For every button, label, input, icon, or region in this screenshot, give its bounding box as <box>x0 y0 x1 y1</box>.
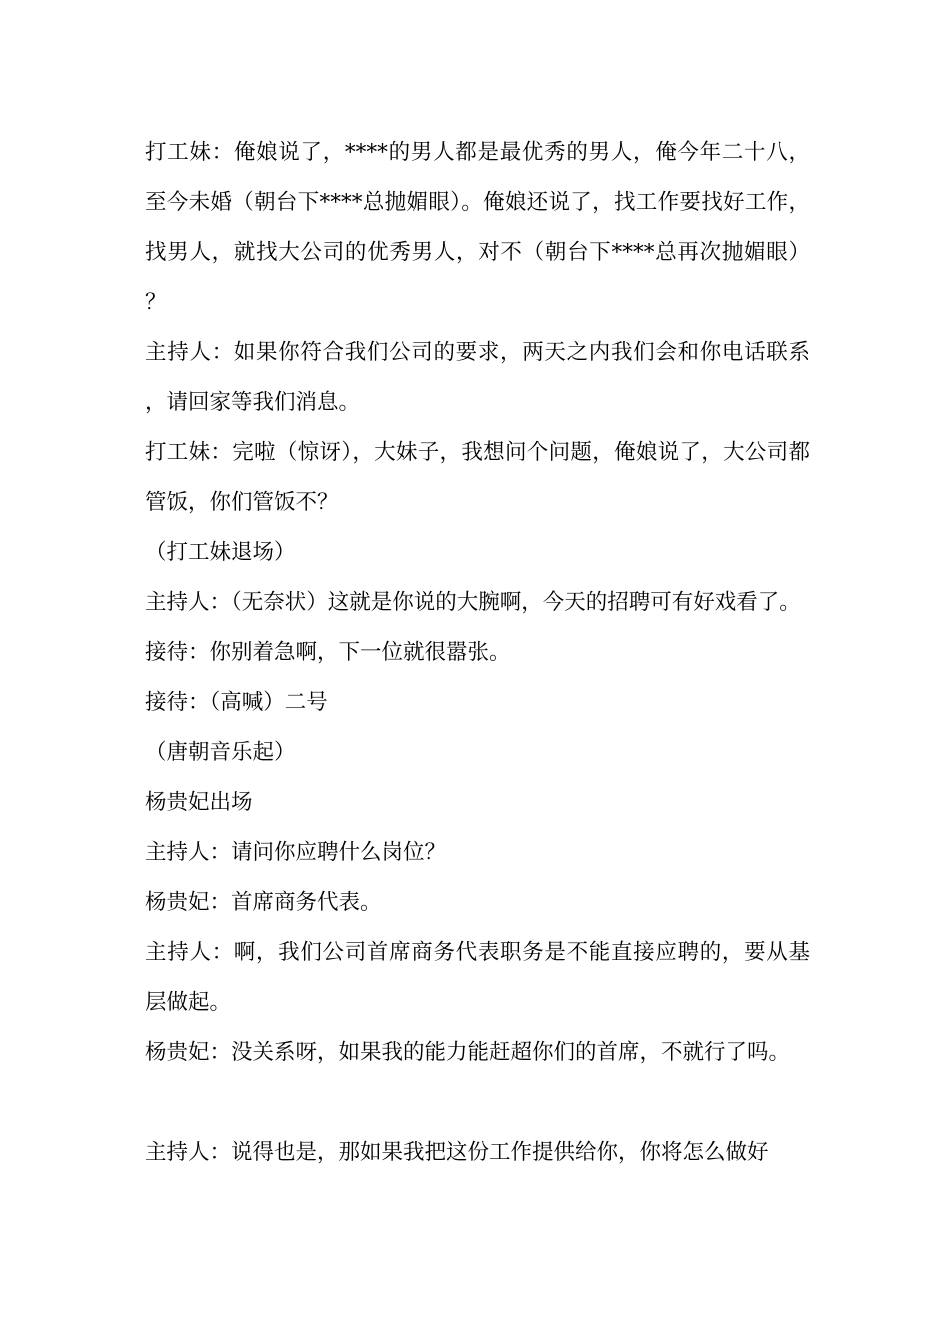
dialogue-paragraph-host-ask-position: 主持人：请问你应聘什么岗位？ <box>145 840 447 865</box>
dialogue-paragraph-reception-next: 接待：你别着急啊，下一位就很嚣张。 <box>145 640 511 665</box>
script-text-block <box>145 128 810 1178</box>
stage-direction-music: （唐朝音乐起） <box>145 740 296 765</box>
dialogue-paragraph-reception-call: 接待：（高喊）二号 <box>145 690 328 715</box>
dialogue-paragraph-worker-question: 打工妹：完啦（惊讶），大妹子，我想问个问题，俺娘说了，大公司都管饭，你们管饭不？ <box>145 440 810 515</box>
dialogue-paragraph-host-offer: 主持人：说得也是，那如果我把这份工作提供给你，你将怎么做好 <box>145 1140 769 1165</box>
dialogue-paragraph-worker-intro: 打工妹：俺娘说了，****的男人都是最优秀的男人，俺今年二十八，至今未婚（朝台下****总抛媚眼）。俺娘还说了，找工作要找好工作，找男人，就找大公司的优秀男人，对不（朝台下****总再次抛媚眼）？ <box>145 140 810 315</box>
stage-direction-concubine-enter: 杨贵妃出场 <box>145 790 253 815</box>
dialogue-paragraph-host-sigh: 主持人：（无奈状）这就是你说的大腕啊，今天的招聘可有好戏看了。 <box>145 590 801 615</box>
dialogue-paragraph-concubine-confidence: 杨贵妃：没关系呀，如果我的能力能赶超你们的首席，不就行了吗。 <box>145 1040 791 1065</box>
paragraph-spacer <box>145 1078 810 1128</box>
dialogue-paragraph-concubine-position: 杨贵妃：首席商务代表。 <box>145 890 382 915</box>
dialogue-paragraph-host-reply: 主持人：如果你符合我们公司的要求，两天之内我们会和你电话联系，请回家等我们消息。 <box>145 340 810 415</box>
stage-direction-worker-exit: （打工妹退场） <box>145 540 296 565</box>
dialogue-paragraph-host-basis: 主持人：啊，我们公司首席商务代表职务是不能直接应聘的，要从基层做起。 <box>145 940 810 1015</box>
